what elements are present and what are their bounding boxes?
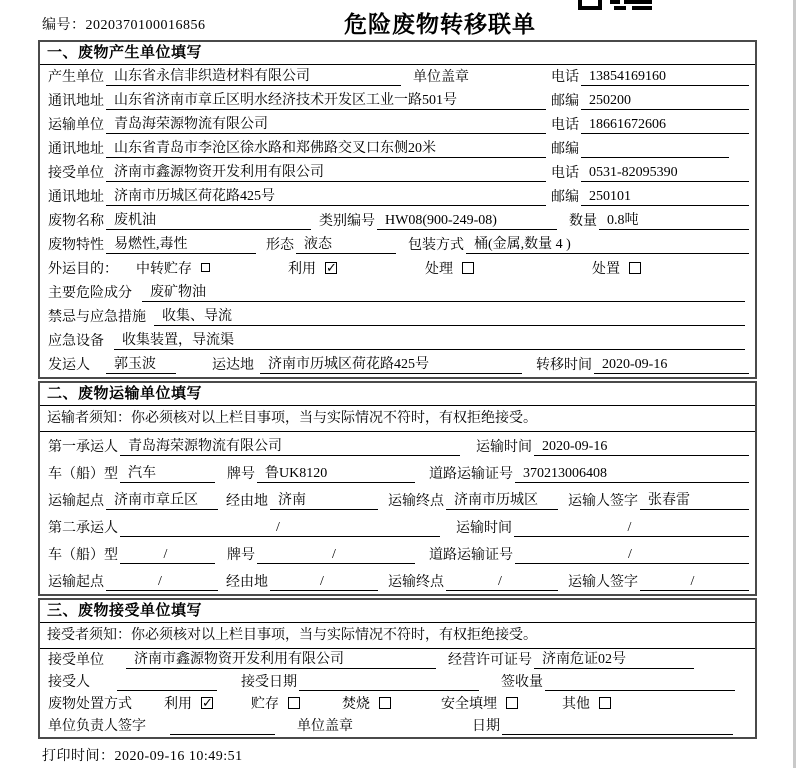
qr-block <box>624 0 652 4</box>
second-via: / <box>270 574 378 591</box>
row-second-vehicle <box>40 540 755 567</box>
option-other <box>560 693 611 713</box>
row-disposal-method <box>40 693 755 715</box>
plate-label: 牌号 <box>227 467 255 482</box>
receiver-notice: 接受者须知：你必须核对以上栏目事项，当与实际情况不符时，有权拒绝接受。 <box>40 623 755 649</box>
option-label: 贮存 <box>251 697 279 712</box>
qr-block <box>614 6 626 10</box>
accept-date-label: 接受日期 <box>241 675 297 690</box>
field-label: 车（船）型 <box>48 548 118 563</box>
qr-block <box>610 0 620 4</box>
head-signature-label: 单位负责人签字 <box>48 719 146 734</box>
receiving-address-value: 济南市历城区荷花路425号 <box>106 189 546 206</box>
license-value: 济南危证02号 <box>534 652 694 669</box>
carrier-signature-label: 运输人签字 <box>568 575 638 590</box>
hazard-components-value: 废矿物油 <box>142 285 745 302</box>
destination-label: 运达地 <box>212 358 254 373</box>
section-generator-title: 一、废物产生单位填写 <box>40 42 755 65</box>
field-label: 禁忌与应急措施 <box>48 310 146 325</box>
first-via: 济南 <box>270 493 378 510</box>
transporter-notice: 运输者须知：你必须核对以上栏目事项，当与实际情况不符时，有权拒绝接受。 <box>40 406 755 432</box>
qr-code-fragment-icon <box>578 0 654 10</box>
received-quantity-label: 签收量 <box>501 675 543 690</box>
option-label: 焚烧 <box>342 697 370 712</box>
print-time-label: 打印时间： <box>42 749 115 764</box>
carrier-signature-label: 运输人签字 <box>568 494 638 509</box>
postcode-label: 邮编 <box>551 190 579 205</box>
second-origin: / <box>106 574 218 591</box>
transfer-storage-checkbox <box>201 263 210 272</box>
transport-time-label: 运输时间 <box>476 440 532 455</box>
phone-label: 电话 <box>551 70 579 85</box>
row-waste-name <box>40 209 755 233</box>
field-label: 发运人 <box>48 358 90 373</box>
second-road-permit: / <box>515 547 749 564</box>
disposal-utilize-checkbox <box>201 697 213 709</box>
field-label: 车（船）型 <box>48 467 118 482</box>
transfer-time-label: 转移时间 <box>536 358 592 373</box>
generating-postcode: 250200 <box>581 93 749 110</box>
dispose-checkbox <box>629 262 641 274</box>
row-receiving-unit <box>40 161 755 185</box>
section-generator <box>38 40 757 379</box>
first-carrier-signature: 张春雷 <box>640 493 749 510</box>
manifest-form <box>38 40 757 739</box>
option-landfill <box>439 693 518 713</box>
head-signature-value <box>170 734 275 735</box>
first-carrier-value: 青岛海荣源物流有限公司 <box>120 439 460 456</box>
row-transport-unit <box>40 113 755 137</box>
packaging-label: 包装方式 <box>408 238 464 253</box>
first-vehicle-type: 汽车 <box>120 466 215 483</box>
field-label: 应急设备 <box>48 334 104 349</box>
row-generating-unit <box>40 65 755 89</box>
option-label: 处理 <box>425 262 453 277</box>
option-label: 其他 <box>562 697 590 712</box>
row-first-carrier <box>40 432 755 459</box>
disposal-other-checkbox <box>599 697 611 709</box>
section-transporter <box>38 381 757 596</box>
transport-postcode <box>581 157 729 158</box>
first-transport-time: 2020-09-16 <box>534 439 749 456</box>
row-first-vehicle <box>40 459 755 486</box>
field-label: 废物特性 <box>48 238 104 253</box>
row-emergency-measures <box>40 305 755 329</box>
field-label: 第二承运人 <box>48 521 118 536</box>
row-transport-address <box>40 137 755 161</box>
transfer-purpose-label: 外运目的： <box>48 262 118 277</box>
qr-block <box>632 6 652 10</box>
first-road-permit: 370213006408 <box>515 466 749 483</box>
waste-name-value: 废机油 <box>106 213 311 230</box>
row-generating-address <box>40 89 755 113</box>
row-acceptor <box>40 671 755 693</box>
via-label: 经由地 <box>226 494 268 509</box>
acceptor-value <box>117 690 217 691</box>
row-second-carrier <box>40 513 755 540</box>
option-label: 处置 <box>592 262 620 277</box>
form-state-label: 形态 <box>266 238 294 253</box>
date-label: 日期 <box>472 719 500 734</box>
disposal-method-label: 废物处置方式 <box>48 697 132 712</box>
quantity-value: 0.8吨 <box>599 213 749 230</box>
second-transport-time: / <box>514 520 749 537</box>
field-label: 产生单位 <box>48 70 104 85</box>
receiving-unit-value: 济南市鑫源物资开发利用有限公司 <box>106 165 546 182</box>
disposal-incinerate-checkbox <box>379 697 391 709</box>
option-storage <box>249 693 300 713</box>
print-time <box>42 745 796 765</box>
transport-time-label: 运输时间 <box>456 521 512 536</box>
transport-address-value: 山东省青岛市李沧区徐水路和郑佛路交叉口东侧20米 <box>106 141 546 158</box>
category-code-value: HW08(900-249-08) <box>377 213 557 230</box>
transport-unit-value: 青岛海荣源物流有限公司 <box>106 117 546 134</box>
field-label: 运输起点 <box>48 575 104 590</box>
receiving-postcode: 250101 <box>581 189 749 206</box>
receiving-unit-phone: 0531-82095390 <box>581 165 749 182</box>
row-receiving-address <box>40 185 755 209</box>
serial-label: 编号： <box>42 18 86 33</box>
section-receiver-title: 三、废物接受单位填写 <box>40 600 755 623</box>
plate-label: 牌号 <box>227 548 255 563</box>
row-first-route <box>40 486 755 513</box>
generating-unit-value: 山东省永信非织造材料有限公司 <box>106 69 401 86</box>
license-label: 经营许可证号 <box>448 653 532 668</box>
option-dispose <box>590 258 641 278</box>
postcode-label: 邮编 <box>551 142 579 157</box>
field-label: 通讯地址 <box>48 142 104 157</box>
road-permit-label: 道路运输证号 <box>429 467 513 482</box>
road-permit-label: 道路运输证号 <box>429 548 513 563</box>
document-header <box>0 0 796 40</box>
field-label: 通讯地址 <box>48 190 104 205</box>
phone-label: 电话 <box>551 166 579 181</box>
option-label: 利用 <box>288 262 316 277</box>
field-label: 通讯地址 <box>48 94 104 109</box>
utilize-checkbox <box>325 262 337 274</box>
shipper-value: 郭玉波 <box>106 357 176 374</box>
first-origin: 济南市章丘区 <box>106 493 218 510</box>
print-time-value: 2020-09-16 10:49:51 <box>114 749 243 764</box>
acceptor-unit-value: 济南市鑫源物资开发利用有限公司 <box>126 652 436 669</box>
generating-address-value: 山东省济南市章丘区明水经济技术开发区工业一路501号 <box>106 93 546 110</box>
row-second-route <box>40 567 755 594</box>
waste-traits-value: 易燃性,毒性 <box>106 237 256 254</box>
transfer-time-value: 2020-09-16 <box>594 357 749 374</box>
generating-unit-phone: 13854169160 <box>581 69 749 86</box>
form-state-value: 液态 <box>296 237 396 254</box>
endpoint-label: 运输终点 <box>388 494 444 509</box>
second-carrier-signature: / <box>640 574 749 591</box>
first-plate-number: 鲁UK8120 <box>257 466 415 483</box>
row-signatures <box>40 715 755 737</box>
packaging-value: 桶(金属,数量 4 ) <box>466 237 749 254</box>
field-label: 接受人 <box>48 675 90 690</box>
second-carrier-value: / <box>120 520 440 537</box>
field-label: 运输单位 <box>48 118 104 133</box>
field-label: 第一承运人 <box>48 440 118 455</box>
second-endpoint: / <box>446 574 558 591</box>
field-label: 废物名称 <box>48 214 104 229</box>
field-label: 运输起点 <box>48 494 104 509</box>
disposal-landfill-checkbox <box>506 697 518 709</box>
field-label: 接受单位 <box>48 166 104 181</box>
row-shipper <box>40 353 755 377</box>
field-label: 主要危险成分 <box>48 286 132 301</box>
qr-finder-fragment <box>578 0 602 10</box>
destination-value: 济南市历城区荷花路425号 <box>260 357 522 374</box>
row-waste-traits <box>40 233 755 257</box>
disposal-storage-checkbox <box>288 697 300 709</box>
option-label: 中转贮存 <box>136 262 192 277</box>
category-code-label: 类别编号 <box>319 214 375 229</box>
unit-seal-label: 单位盖章 <box>413 70 469 85</box>
option-label: 利用 <box>164 697 192 712</box>
endpoint-label: 运输终点 <box>388 575 444 590</box>
section-transporter-title: 二、废物运输单位填写 <box>40 383 755 406</box>
row-transfer-purpose <box>40 257 755 281</box>
option-label: 安全填埋 <box>441 697 497 712</box>
serial-value: 2020370100016856 <box>85 18 206 33</box>
phone-label: 电话 <box>551 118 579 133</box>
transport-unit-phone: 18661672606 <box>581 117 749 134</box>
field-label: 接受单位 <box>48 653 104 668</box>
via-label: 经由地 <box>226 575 268 590</box>
option-treat <box>423 258 474 278</box>
row-emergency-equipment <box>40 329 755 353</box>
option-incinerate <box>340 693 391 713</box>
row-hazard-components <box>40 281 755 305</box>
accept-date-value <box>299 690 479 691</box>
option-utilize <box>286 258 337 278</box>
treat-checkbox <box>462 262 474 274</box>
option-utilize <box>162 693 213 713</box>
quantity-label: 数量 <box>569 214 597 229</box>
second-vehicle-type: / <box>120 547 215 564</box>
first-endpoint: 济南市历城区 <box>446 493 558 510</box>
emergency-measures-value: 收集、导流 <box>154 309 745 326</box>
date-value <box>502 734 733 735</box>
section-receiver <box>38 598 757 739</box>
second-plate-number: / <box>257 547 415 564</box>
page-title: 危险废物转移联单 <box>344 11 536 37</box>
emergency-equipment-value: 收集装置，导流渠 <box>114 333 745 350</box>
row-acceptor-unit <box>40 649 755 671</box>
unit-seal-label: 单位盖章 <box>297 719 353 734</box>
received-quantity-value <box>545 690 735 691</box>
option-transfer-storage <box>134 258 210 278</box>
postcode-label: 邮编 <box>551 94 579 109</box>
